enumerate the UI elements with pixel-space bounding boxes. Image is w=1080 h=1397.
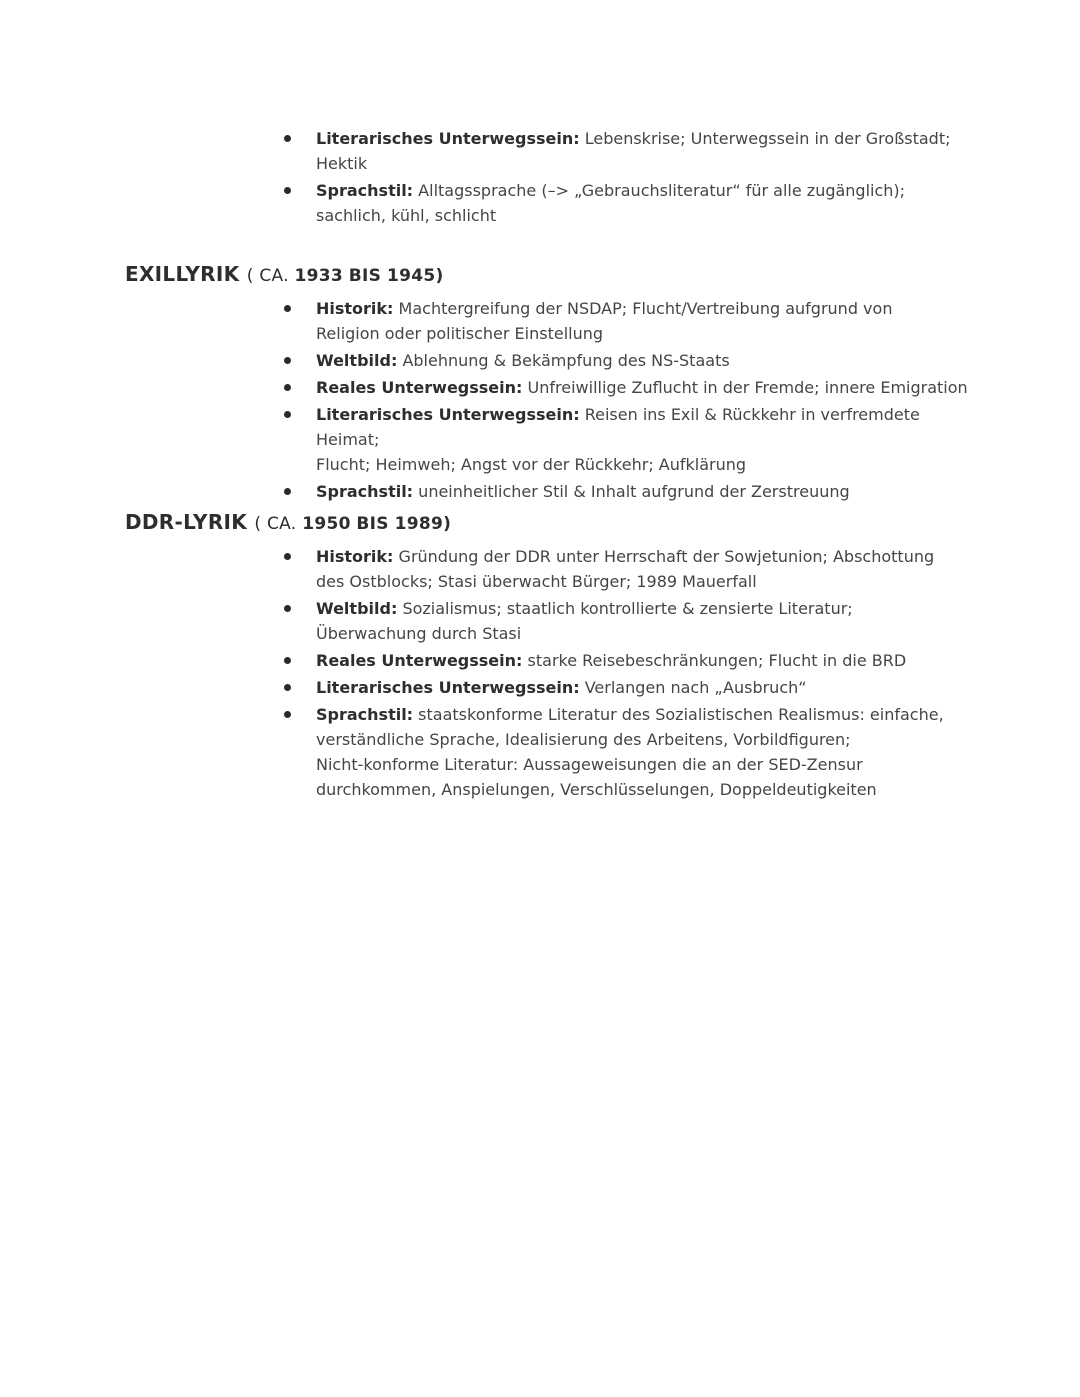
list-item: [280, 702, 980, 802]
bullet-icon: [284, 357, 291, 364]
list-item-line: [316, 348, 980, 373]
list-item-key: Weltbild:: [316, 599, 398, 618]
list-item-text: Verlangen nach „Ausbruch“: [584, 678, 807, 697]
list-item: [280, 544, 980, 594]
list-item-text: verständliche Sprache, Idealisierung des Arbeitens, Vorbildfiguren;: [316, 730, 851, 749]
list-item: [280, 126, 980, 176]
list-item-text: Hektik: [316, 154, 368, 173]
bullet-icon: [284, 411, 291, 418]
bullet-icon: [284, 711, 291, 718]
intro-bullet-list: [280, 126, 980, 230]
list-item-text: starke Reisebeschränkungen; Flucht in die BRD: [527, 651, 907, 670]
list-item: [280, 178, 980, 228]
list-item-key: Weltbild:: [316, 351, 398, 370]
list-item-line: [316, 675, 980, 700]
list-item: [280, 675, 980, 700]
bullet-icon: [284, 187, 291, 194]
list-item-line: [316, 178, 980, 203]
list-item-line: [316, 452, 980, 477]
list-item-text: uneinheitlicher Stil & Inhalt aufgrund der Zerstreuung: [418, 482, 850, 501]
bullet-icon: [284, 384, 291, 391]
list-item-line: [316, 126, 980, 151]
list-item-key: Literarisches Unterwegssein:: [316, 678, 580, 697]
list-item-text: Reisen ins Exil & Rückkehr in verfremdete Heimat;: [316, 405, 920, 449]
list-item-text: Überwachung durch Stasi: [316, 624, 522, 643]
list-item: [280, 375, 980, 400]
list-item-key: Sprachstil:: [316, 181, 414, 200]
list-item-text: Alltagssprache (–> „Gebrauchsliteratur“ für alle zugänglich);: [418, 181, 906, 200]
list-item-key: Sprachstil:: [316, 482, 414, 501]
list-item-line: [316, 544, 980, 569]
list-item: [280, 402, 980, 477]
list-item-line: [316, 296, 980, 321]
list-item-text: durchkommen, Anspielungen, Verschlüsselungen, Doppeldeutigkeiten: [316, 780, 877, 799]
list-item-text: Unfreiwillige Zuflucht in der Fremde; innere Emigration: [527, 378, 968, 397]
list-item: [280, 348, 980, 373]
bullet-icon: [284, 553, 291, 560]
ddr-lyrik-title: DDR-LYRIK: [125, 510, 248, 534]
ddr-lyrik-heading: [125, 510, 451, 534]
list-item-key: Sprachstil:: [316, 705, 414, 724]
list-item-line: [316, 621, 980, 646]
list-item-line: [316, 479, 980, 504]
bullet-icon: [284, 305, 291, 312]
list-item-text: Religion oder politischer Einstellung: [316, 324, 604, 343]
list-item-line: [316, 702, 980, 727]
bullet-icon: [284, 488, 291, 495]
list-item-line: [316, 648, 980, 673]
list-item: [280, 596, 980, 646]
list-item-text: Sozialismus; staatlich kontrollierte & zensierte Literatur;: [402, 599, 853, 618]
list-item: [280, 648, 980, 673]
list-item-text: Flucht; Heimweh; Angst vor der Rückkehr; Aufklärung: [316, 455, 747, 474]
bullet-icon: [284, 657, 291, 664]
ddr-lyrik-bullet-list: [280, 544, 980, 804]
list-item-key: Reales Unterwegssein:: [316, 378, 523, 397]
list-item-line: [316, 375, 980, 400]
exillyrik-title: EXILLYRIK: [125, 262, 240, 286]
list-item-line: [316, 727, 980, 752]
list-item-line: [316, 402, 980, 452]
list-item-text: Ablehnung & Bekämpfung des NS-Staats: [402, 351, 730, 370]
list-item-line: [316, 596, 980, 621]
list-item-line: [316, 777, 980, 802]
list-item-key: Historik:: [316, 547, 394, 566]
list-item-line: [316, 151, 980, 176]
list-item-line: [316, 569, 980, 594]
list-item-text: Gründung der DDR unter Herrschaft der Sowjetunion; Abschottung: [398, 547, 935, 566]
list-item-line: [316, 203, 980, 228]
list-item-text: des Ostblocks; Stasi überwacht Bürger; 1989 Mauerfall: [316, 572, 757, 591]
list-item-key: Reales Unterwegssein:: [316, 651, 523, 670]
list-item: [280, 296, 980, 346]
exillyrik-era: ( CA. 1933 BIS 1945): [246, 266, 444, 286]
list-item-key: Literarisches Unterwegssein:: [316, 129, 580, 148]
list-item-text: staatskonforme Literatur des Sozialistischen Realismus: einfache,: [418, 705, 944, 724]
bullet-icon: [284, 135, 291, 142]
list-item-text: Machtergreifung der NSDAP; Flucht/Vertreibung aufgrund von: [398, 299, 893, 318]
bullet-icon: [284, 605, 291, 612]
list-item: [280, 479, 980, 504]
list-item-key: Literarisches Unterwegssein:: [316, 405, 580, 424]
list-item-text: sachlich, kühl, schlicht: [316, 206, 497, 225]
list-item-key: Historik:: [316, 299, 394, 318]
list-item-line: [316, 321, 980, 346]
exillyrik-heading: [125, 262, 444, 286]
exillyrik-bullet-list: [280, 296, 980, 506]
list-item-line: [316, 752, 980, 777]
list-item-text: Nicht-konforme Literatur: Aussageweisungen die an der SED-Zensur: [316, 755, 863, 774]
bullet-icon: [284, 684, 291, 691]
list-item-text: Lebenskrise; Unterwegssein in der Großstadt;: [584, 129, 951, 148]
ddr-lyrik-era: ( CA. 1950 BIS 1989): [254, 514, 452, 534]
